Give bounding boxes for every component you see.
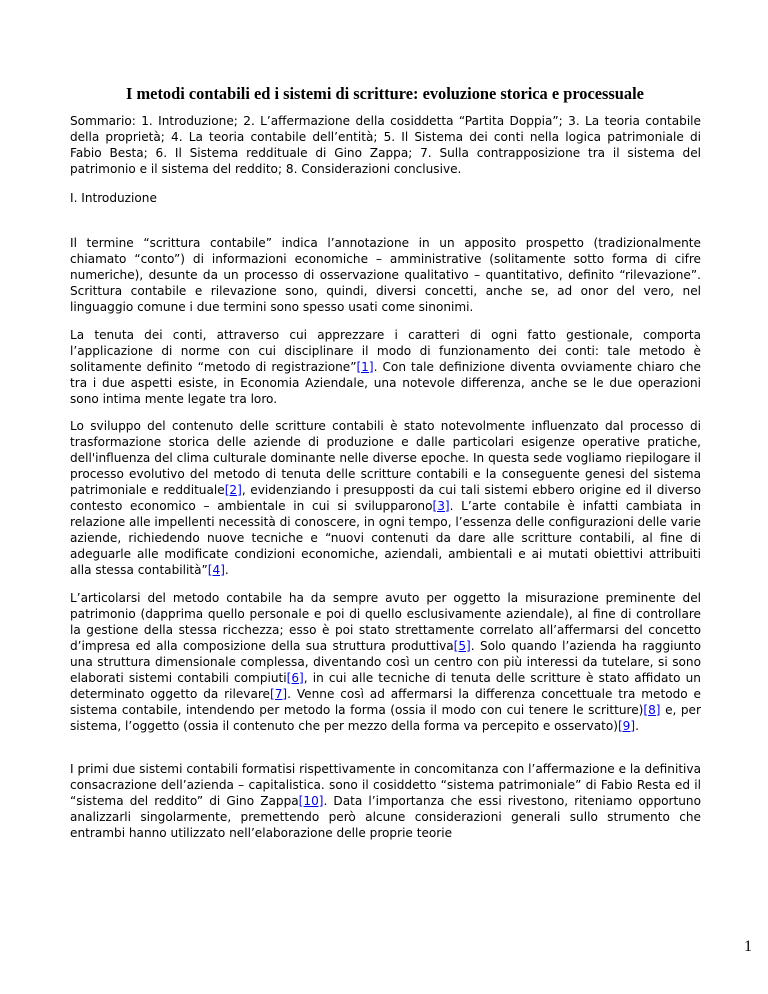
- footnote-link-2[interactable]: [2]: [224, 483, 242, 497]
- paragraph-3-text-c: . L’arte contabile è infatti cambiata in relazione alle impellenti necessità di conoscere, in ogni tempo, l’essenza delle configurazioni delle varie aziende, richiedendo nuove tecniche e “nuovi contenuti da dare alle scritture contabili, al fine di adeguarle alle modificate condizioni economiche, aziendali, ambientali e ai mutati obiettivi attribuiti alla stessa contabilità”: [70, 499, 701, 577]
- summary-paragraph: Sommario: 1. Introduzione; 2. L’affermazione della cosiddetta “Partita Doppia”; 3. La teoria contabile della proprietà; 4. La teoria contabile dell’entità; 5. Il Sistema dei conti nella logica patrimoniale di Fabio Besta; 6. Il Sistema reddituale di Gino Zappa; 7. Sulla contrapposizione tra il sistema del patrimonio e il sistema del reddito; 8. Considerazioni conclusive.: [70, 114, 701, 176]
- paragraph-3-text-a: Lo sviluppo del contenuto delle scritture contabili è stato notevolmente influenzato dal processo di trasformazione storica delle aziende di produzione e dalle particolari esigenze operative pratiche, dell'influenza del clima culturale dominante nelle diverse epoche. In questa sede vogliamo riepilogare il processo evolutivo del metodo di tenuta delle scritture contabili e la conseguente genesi del sistema patrimoniale e reddituale: [70, 419, 701, 497]
- paragraph-4-text-f: .: [635, 719, 639, 733]
- footnote-link-4[interactable]: [4]: [207, 563, 225, 577]
- footnote-link-8[interactable]: [8]: [643, 703, 661, 717]
- paragraph-5: [70, 761, 701, 841]
- footnote-link-1[interactable]: [1]: [356, 360, 374, 374]
- paragraph-2-text-a: La tenuta dei conti, attraverso cui apprezzare i caratteri di ogni fatto gestionale, comporta l’applicazione di norme con cui disciplinare il modo di funzionamento dei conti: tale metodo è solitamente definito “metodo di registrazione”: [70, 328, 701, 374]
- paragraph-3-text-b: , evidenziando i presupposti da cui tali sistemi ebbero origine ed il diverso contesto economico – ambientale in cui si svilupparono: [70, 483, 702, 513]
- section-heading: I. Introduzione: [70, 191, 157, 205]
- paragraph-2-text-b: . Con tale definizione diventa ovviamente chiaro che tra i due aspetti esiste, in Economia Aziendale, una notevole differenza, anche se le due operazioni sono intima mente legate tra loro.: [70, 360, 702, 406]
- paragraph-4-text-a: L’articolarsi del metodo contabile ha da sempre avuto per oggetto la misurazione preminente del patrimonio (dapprima quello personale e poi di quello esclusivamente aziendale), al fine di controllare la gestione della stessa ricchezza; esso è poi stato strettamente correlato all’affermarsi del concetto d’impresa ed alla composizione della sua struttura produttiva: [70, 591, 701, 653]
- footnote-link-10[interactable]: [10]: [298, 794, 324, 808]
- footnote-link-7[interactable]: [7]: [270, 687, 288, 701]
- paragraph-5-text-b: . Data l’importanza che essi rivestono, riteniamo opportuno analizzarli singolarmente, premettendo però alcune considerazioni generali sullo strumento che entrambi hanno utilizzato nell’elaborazione delle proprie teorie: [70, 794, 701, 840]
- page-number: 1: [744, 938, 752, 955]
- paragraph-4-text-d: . Venne così ad affermarsi la differenza concettuale tra metodo e sistema contabile, intendendo per metodo la forma (ossia il modo con cui tenere le scritture): [70, 687, 701, 717]
- footnote-link-3[interactable]: [3]: [432, 499, 450, 513]
- paragraph-1: Il termine “scrittura contabile” indica l’annotazione in un apposito prospetto (tradizionalmente chiamato “conto”) di informazioni economiche – amministrative (solitamente sotto forma di cifre numeriche), desunte da un processo di osservazione qualitativo – quantitativo, definito “rilevazione”. Scrittura contabile e rilevazione sono, quindi, diversi concetti, anche se, ad onor del vero, nel linguaggio comune i due termini sono spesso usati come sinonimi.: [70, 236, 701, 314]
- paragraph-4-text-c: , in cui alle tecniche di tenuta delle scritture è stato affidato un determinato oggetto da rilevare: [70, 671, 701, 701]
- footnote-link-5[interactable]: [5]: [453, 639, 471, 653]
- document-title: I metodi contabili ed i sistemi di scritture: evoluzione storica e processuale: [126, 84, 644, 103]
- paragraph-3: [70, 418, 701, 578]
- paragraph-4-text-e: e, per sistema, l’oggetto (ossia il contenuto che per mezzo della forma va percepito e osservato): [70, 703, 701, 733]
- paragraph-4-text-b: . Solo quando l’azienda ha raggiunto una struttura dimensionale complessa, diventando così un centro con più interessi da tutelare, si sono elaborati sistemi contabili compiuti: [70, 639, 701, 685]
- paragraph-2: [70, 327, 701, 407]
- paragraph-5-text-a: I primi due sistemi contabili formatisi rispettivamente in concomitanza con l’affermazione e la definitiva consacrazione dell’azienda – capitalistica. sono il cosiddetto “sistema patrimoniale” di Fabio Resta ed il “sistema del reddito” di Gino Zappa: [70, 762, 701, 808]
- footnote-link-6[interactable]: [6]: [286, 671, 304, 685]
- paragraph-4: [70, 590, 701, 734]
- paragraph-3-text-d: .: [224, 563, 229, 577]
- footnote-link-9[interactable]: [9]: [617, 719, 636, 733]
